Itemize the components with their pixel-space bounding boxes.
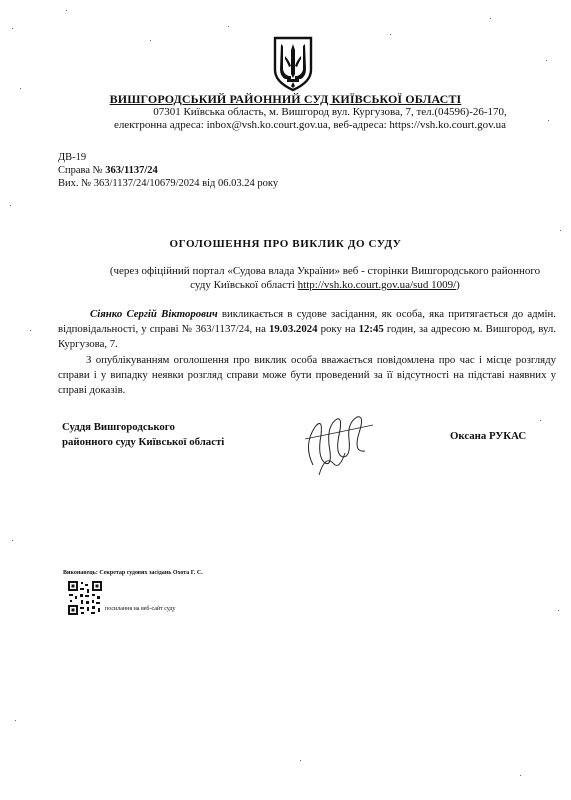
subtitle-text: суду Київської області [190, 279, 298, 291]
subtitle-close: ) [456, 279, 460, 291]
form-code: ДВ-19 [58, 152, 87, 163]
notice-subtitle-line1: (через офіційний портал «Судова влада України» веб - сторінки Вишгородського районного [109, 265, 541, 277]
court-contacts: електронна адреса: inbox@vsh.ko.court.gov.ua, веб-адреса: https://vsh.ko.court.gov.ua [113, 119, 507, 131]
summons-text-a: викликається в судове засідання, як особа, яка притягається до адмін. відповідальності, у справі № 363/1137/24, на [58, 308, 556, 335]
hearing-date: 19.03.2024 [268, 323, 318, 335]
case-label: Справа № [58, 165, 106, 176]
summons-text-c: годин, за адресою м. Вишгород, вул. Кургузова, 7. [58, 323, 556, 350]
judge-title-line2: районного суду Київської області [62, 436, 225, 448]
outgoing-number: Вих. № 363/1137/24/10679/2024 від 06.03.24 року [58, 178, 279, 189]
case-number: 363/1137/24 [105, 165, 158, 176]
coat-of-arms-icon [272, 36, 314, 92]
summons-text-b: року на [317, 323, 359, 335]
handwritten-signature [295, 405, 380, 480]
notice-title: ОГОЛОШЕННЯ ПРО ВИКЛИК ДО СУДУ [169, 238, 402, 250]
court-address: 07301 Київська область, м. Вишгород вул. Кургузова, 7, тел.(04596)-26-170, [153, 106, 507, 118]
executor-line: Виконавець: Секретар судових засідань Охота Г. С. [63, 570, 203, 576]
qr-code-icon[interactable] [67, 580, 103, 616]
qr-caption: посилання на веб-сайт суду [105, 606, 176, 612]
judge-title-line1: Суддя Вишгородського [62, 421, 175, 433]
judge-title [62, 420, 224, 450]
summoned-person: Сіянко Сергій Вікторович [90, 308, 218, 320]
notice-paragraph: З опублікуванням оголошення про виклик особа вважається повідомлена про час і місце розгляду справи і у випадку неявки розгляд справи може бути проведений за її відсутності на підставі наявних у справі доказів. [58, 354, 556, 396]
judge-name: Оксана РУКАС [450, 430, 527, 442]
case-number-line [58, 164, 158, 177]
summons-paragraph [58, 307, 556, 352]
court-name: ВИШГОРОДСЬКИЙ РАЙОННИЙ СУД КИЇВСЬКОЇ ОБЛАСТІ [109, 92, 462, 106]
notice-subtitle-line2 [90, 279, 560, 291]
court-portal-link[interactable]: http://vsh.ko.court.gov.ua/sud 1009/ [297, 279, 457, 291]
hearing-time: 12:45 [358, 323, 384, 335]
